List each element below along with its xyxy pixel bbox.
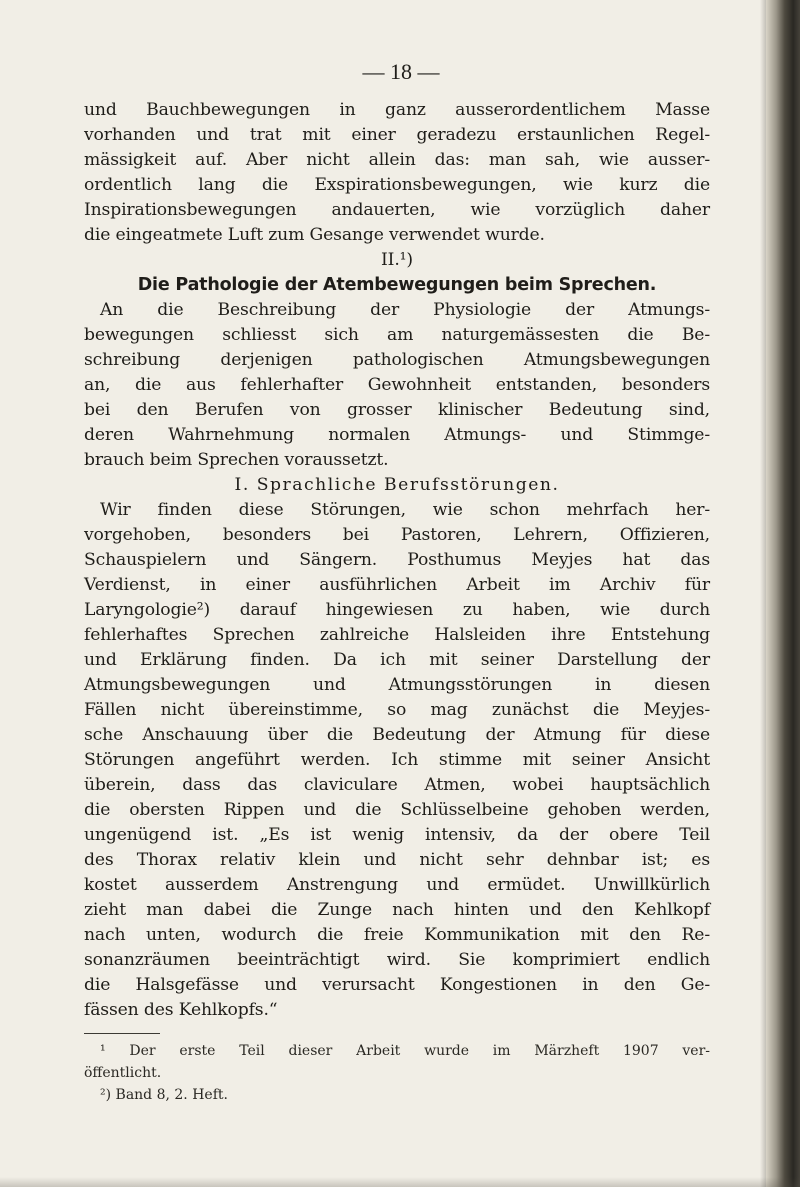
text-line: fehlerhaftes Sprechen zahlreiche Halsleiden ihre Entstehung (84, 625, 710, 645)
text-line: die Halsgefässe und verursacht Kongestionen in den Ge- (84, 975, 710, 995)
text-line: sonanzräumen beeinträchtigt wird. Sie komprimiert endlich (84, 950, 710, 970)
text-line: ordentlich lang die Exspirationsbewegungen, wie kurz die (84, 175, 710, 195)
text-line: die eingeatmete Luft zum Gesange verwendet wurde. (84, 225, 545, 245)
text-line: Verdienst, in einer ausführlichen Arbeit im Archiv für (84, 575, 710, 595)
text-line: An die Beschreibung der Physiologie der Atmungs- (100, 300, 710, 320)
text-line: Laryngologie²) darauf hingewiesen zu haben, wie durch (84, 600, 710, 620)
body-text (84, 98, 710, 1023)
text-line: an, die aus fehlerhafter Gewohnheit entstanden, besonders (84, 375, 710, 395)
text-line: vorgehoben, besonders bei Pastoren, Lehrern, Offizieren, (84, 525, 710, 545)
page-text-block (84, 58, 710, 1106)
text-line: kostet ausserdem Anstrengung und ermüdet. Unwillkürlich (84, 875, 710, 895)
text-line: sche Anschauung über die Bedeutung der Atmung für diese (84, 725, 710, 745)
text-line: fässen des Kehlkopfs.“ (84, 1000, 278, 1020)
text-line: und Bauchbewegungen in ganz ausserordentlichem Masse (84, 100, 710, 120)
page-bottom-shadow (0, 1177, 800, 1187)
section-number: II.¹) (381, 250, 413, 270)
text-line: Schauspielern und Sängern. Posthumus Meyjes hat das (84, 550, 710, 570)
book-spine (766, 0, 800, 1187)
text-line: schreibung derjenigen pathologischen Atmungsbewegungen (84, 350, 710, 370)
section-heading: Die Pathologie der Atembewegungen beim Sprechen. (137, 275, 657, 295)
text-line: Inspirationsbewegungen andauerten, wie vorzüglich daher (84, 200, 710, 220)
text-line: zieht man dabei die Zunge nach hinten und den Kehlkopf (84, 900, 710, 920)
text-line: die obersten Rippen und die Schlüsselbeine gehoben werden, (84, 800, 710, 820)
page-number: — 18 — (362, 59, 440, 84)
text-line: Fällen nicht übereinstimme, so mag zunächst die Meyjes- (84, 700, 710, 720)
footnote-line: öffentlicht. (84, 1065, 162, 1081)
text-line: und Erklärung finden. Da ich mit seiner Darstellung der (84, 650, 710, 670)
text-line: brauch beim Sprechen voraussetzt. (84, 450, 389, 470)
text-line: ungenügend ist. „Es ist wenig intensiv, da der obere Teil (84, 825, 710, 845)
text-line: Störungen angeführt werden. Ich stimme mit seiner Ansicht (84, 750, 710, 770)
text-line: Wir finden diese Störungen, wie schon mehrfach her- (100, 500, 710, 520)
text-line: deren Wahrnehmung normalen Atmungs- und Stimmge- (84, 425, 710, 445)
text-line: bewegungen schliesst sich am naturgemässesten die Be- (84, 325, 710, 345)
footnotes (84, 1040, 710, 1106)
text-line: mässigkeit auf. Aber nicht allein das: man sah, wie ausser- (84, 150, 710, 170)
text-line: nach unten, wodurch die freie Kommunikation mit den Re- (84, 925, 710, 945)
text-line: des Thorax relativ klein und nicht sehr dehnbar ist; es (84, 850, 710, 870)
text-line: bei den Berufen von grosser klinischer Bedeutung sind, (84, 400, 710, 420)
footnote-line: ¹ Der erste Teil dieser Arbeit wurde im Märzheft 1907 ver- (100, 1043, 710, 1059)
text-line: vorhanden und trat mit einer geradezu erstaunlichen Regel- (84, 125, 710, 145)
footnote-line: ²) Band 8, 2. Heft. (100, 1087, 228, 1103)
text-line: überein, dass das claviculare Atmen, wobei hauptsächlich (84, 775, 710, 795)
text-line: Atmungsbewegungen und Atmungsstörungen in diesen (84, 675, 710, 695)
footnote-rule (84, 1033, 160, 1034)
subsection-heading: I. Sprachliche Berufsstörungen. (234, 475, 560, 495)
